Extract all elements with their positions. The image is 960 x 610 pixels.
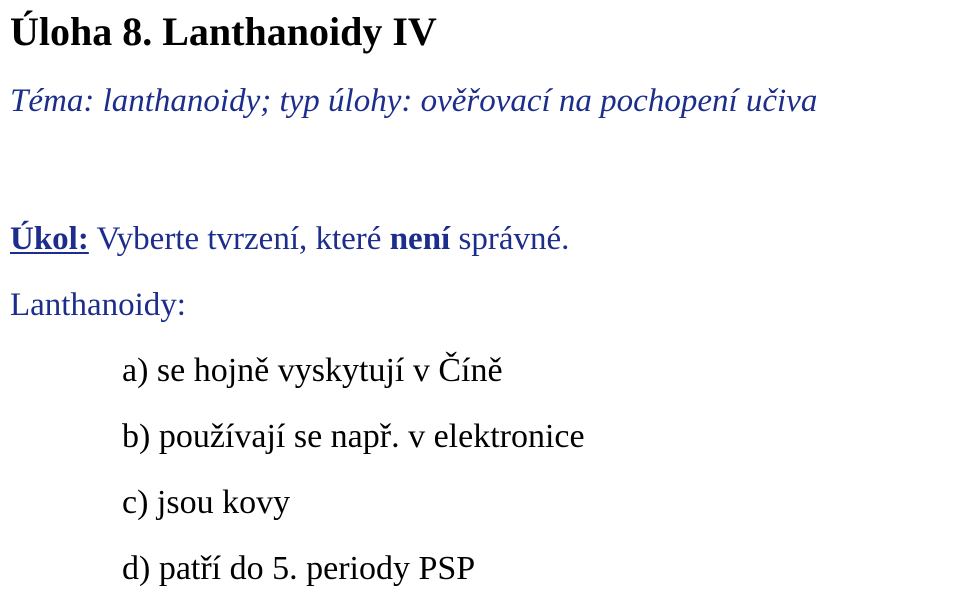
task-text-after: správné. <box>450 221 570 257</box>
option-c[interactable]: c) jsou kovy <box>122 484 291 521</box>
task-text-before: Vyberte tvrzení, které <box>88 221 390 257</box>
task-label: Úkol: <box>10 221 89 257</box>
page-title: Úloha 8. Lanthanoidy IV <box>10 9 437 54</box>
option-b[interactable]: b) používají se např. v elektronice <box>122 418 585 455</box>
task-instruction <box>10 214 569 264</box>
option-d[interactable]: d) patří do 5. periody PSP <box>122 550 476 587</box>
question-lead: Lanthanoidy: <box>10 287 186 323</box>
topic-line: Téma: lanthanoidy; typ úlohy: ověřovací na pochopení učiva <box>10 83 818 119</box>
option-a[interactable]: a) se hojně vyskytují v Číně <box>122 352 503 389</box>
answer-options <box>122 346 585 610</box>
task-emphasis: není <box>389 221 451 257</box>
